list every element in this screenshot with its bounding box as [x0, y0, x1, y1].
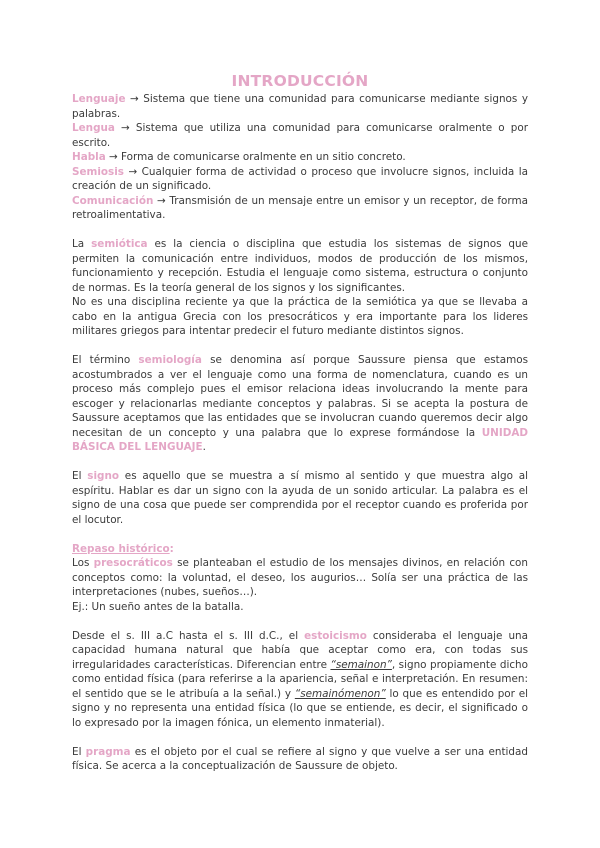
paragraph-signo [72, 469, 528, 527]
term-semiosis: Semiosis [72, 165, 124, 178]
definition-text: → Sistema que utiliza una comunidad para comunicarse oralmente o por escrito. [72, 122, 528, 149]
definition-text: → Cualquier forma de actividad o proceso que involucre signos, incluida la creación de un significado. [72, 165, 528, 192]
term-estoicismo: estoicismo [304, 629, 367, 642]
definition-text: → Forma de comunicarse oralmente en un sitio concreto. [105, 151, 406, 163]
definition-habla [72, 150, 528, 165]
term-semainon: “semainon” [330, 658, 392, 671]
text-run: Desde el s. III a.C hasta el s. III d.C., el [72, 629, 305, 642]
spacer [72, 223, 528, 238]
text-run: , signo propiamente dicho como entidad física (para referirse a la apariencia, señal e interpretación. En resumen: el sentido que se le atribuía a la señal.) y [72, 658, 528, 700]
definition-text: → Transmisión de un mensaje entre un emisor y un receptor, de forma retroalimentativa. [72, 194, 528, 221]
text-run: consideraba el lenguaje una capacidad humana natural que había que aceptar como era, con todas sus irregularidades características. Diferencian entre [72, 629, 528, 671]
paragraph-presocraticos [72, 556, 528, 600]
text-run: El [72, 745, 86, 758]
term-pragma: pragma [85, 745, 131, 758]
example-line: Ej.: Un sueño antes de la batalla. [72, 600, 244, 613]
paragraph-pragma [72, 745, 528, 774]
term-lengua: Lengua [72, 122, 115, 134]
text-run: es la ciencia o disciplina que estudia los sistemas de signos que permiten la comunicación entre individuos, modos de producción de los mismos, funcionamiento y recepción. Estudia el lenguaje como sistema, estructura o conjunto de normas. Es la teoría general de los signos y los significantes. [72, 238, 528, 294]
paragraph-semiotica [72, 237, 528, 295]
term-signo: signo [87, 470, 119, 482]
spacer [72, 339, 528, 354]
text-run: . [202, 441, 206, 453]
definition-lengua [72, 121, 528, 150]
text-run: es el objeto por el cual se refiere al signo y que vuelve a ser una entidad física. Se acerca a la conceptualización de Saussure de objeto. [72, 745, 528, 772]
text-run: lo que es entendido por el signo y no representa una entidad física (lo que se entiende, es decir, el significado o lo expresado por la imagen fónica, un elemento inmaterial). [72, 687, 528, 729]
spacer [72, 614, 528, 629]
paragraph-estoicismo [72, 629, 528, 731]
text-run: se denomina así porque Saussure piensa que estamos acostumbrados a ver el lenguaje como una forma de nomenclatura, cuando es un proceso más complejo pues el emisor relaciona ideas involucrando la mente para escoger y relacionarlas mediante conceptos y palabras. Si se acepta la postura de Saussure aceptamos que las entidades que se involucran cuando queremos decir algo necesitan de un concepto y una palabra que lo exprese formándose la [72, 354, 528, 439]
term-lenguaje: Lenguaje [72, 93, 126, 105]
spacer [72, 730, 528, 745]
definition-text: → Sistema que tiene una comunidad para comunicarse mediante signos y palabras. [72, 93, 528, 120]
term-semainomenon: “semainómenon” [294, 687, 386, 700]
definition-semiosis [72, 165, 528, 194]
spacer [72, 527, 528, 542]
term-presocraticos: presocráticos [93, 557, 173, 569]
term-habla: Habla [72, 151, 106, 163]
text-run: El [72, 470, 88, 482]
spacer [72, 455, 528, 470]
term-semiotica: semiótica [91, 238, 148, 250]
document-page [72, 72, 528, 774]
text-run: es aquello que se muestra a sí mismo al sentido y que muestra algo al espíritu. Hablar es dar un signo con la ayuda de un sonido articular. La palabra es el signo de una cosa que puede ser comprendida por el receptor cuando es proferida por el locutor. [72, 470, 528, 526]
term-semiologia: semiología [138, 354, 202, 366]
section-heading [72, 542, 528, 557]
text-run: se planteaban el estudio de los mensajes divinos, en relación con conceptos como: la voluntad, el deseo, los augurios… Solía ser una práctica de las interpretaciones (nubes, sueños…). [72, 557, 528, 598]
text-run: El término [72, 354, 139, 366]
page-title: INTRODUCCIÓN [231, 72, 369, 90]
text-run: La [72, 238, 92, 250]
text-run: Los [72, 557, 94, 569]
definition-comunicacion [72, 194, 528, 223]
paragraph-semiologia [72, 353, 528, 455]
term-comunicacion: Comunicación [72, 194, 154, 207]
section-colon: : [169, 542, 174, 555]
definition-lenguaje [72, 92, 528, 121]
paragraph-grecia: No es una disciplina reciente ya que la práctica de la semiótica ya que se llevaba a cabo en la antigua Grecia con los presocráticos y era importante para los lideres militares griegos para intentar predecir el futuro mediante distintos signos. [72, 296, 528, 337]
section-title: Repaso histórico [72, 542, 170, 555]
term-unidad-basica: UNIDAD BÁSICA DEL LENGUAJE [72, 426, 528, 453]
